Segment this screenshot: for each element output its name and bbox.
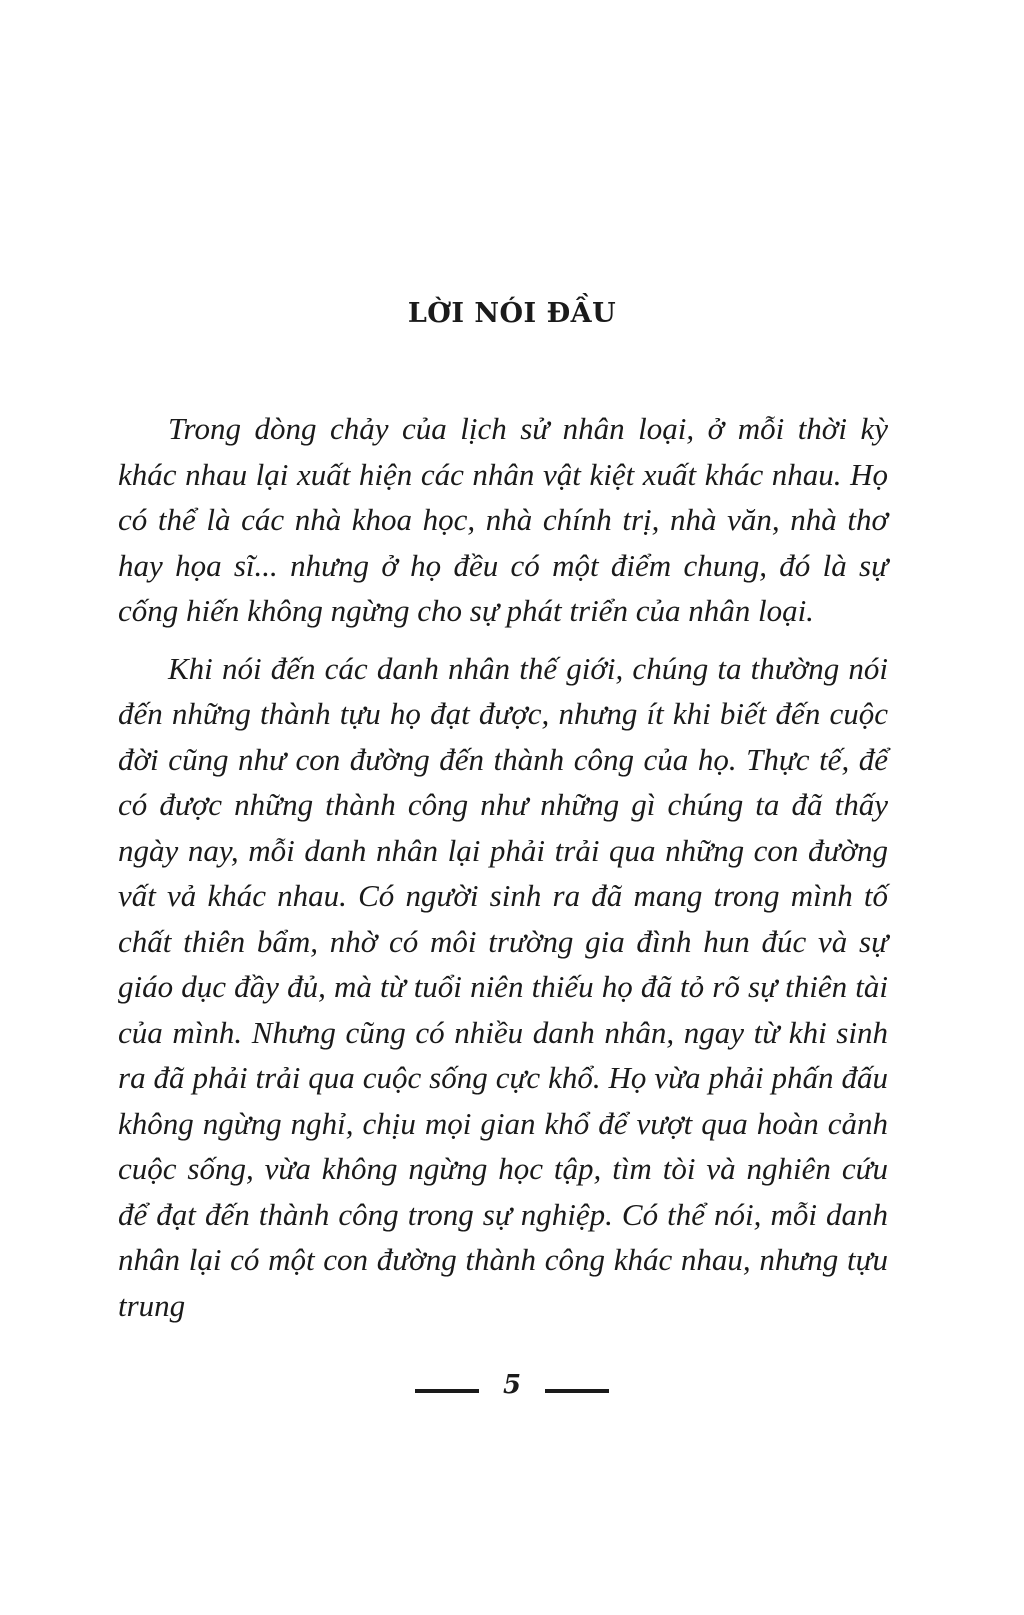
footer-rule-left [415, 1389, 479, 1393]
page-footer [0, 1370, 1024, 1400]
footer-rule-right [545, 1389, 609, 1393]
body-text [118, 406, 888, 1328]
paragraph-1: Trong dòng chảy của lịch sử nhân loại, ở mỗi thời kỳ khác nhau lại xuất hiện các nhân vật kiệt xuất khác nhau. Họ có thể là các nhà khoa học, nhà chính trị, nhà văn, nhà thơ hay họa sĩ... nhưng ở họ đều có một điểm chung, đó là sự cống hiến không ngừng cho sự phát triển của nhân loại. [118, 411, 888, 628]
paragraph-2: Khi nói đến các danh nhân thế giới, chúng ta thường nói đến những thành tựu họ đạt được, nhưng ít khi biết đến cuộc đời cũng như con đường đến thành công của họ. Thực tế, để có được những thành công như những gì chúng ta đã thấy ngày nay, mỗi danh nhân lại phải trải qua những con đường vất vả khác nhau. Có người sinh ra đã mang trong mình tố chất thiên bẩm, nhờ có môi trường gia đình hun đúc và sự giáo dục đầy đủ, mà từ tuổi niên thiếu họ đã tỏ rõ sự thiên tài của mình. Nhưng cũng có nhiều danh nhân, ngay từ khi sinh ra đã phải trải qua cuộc sống cực khổ. Họ vừa phải phấn đấu không ngừng nghỉ, chịu mọi gian khổ để vượt qua hoàn cảnh cuộc sống, vừa không ngừng học tập, tìm tòi và nghiên cứu để đạt đến thành công trong sự nghiệp. Có thể nói, mỗi danh nhân lại có một con đường thành công khác nhau, nhưng tựu trung [118, 650, 888, 1323]
page-number: 5 [502, 1370, 522, 1400]
page-title: LỜI NÓI ĐẦU [407, 298, 617, 330]
